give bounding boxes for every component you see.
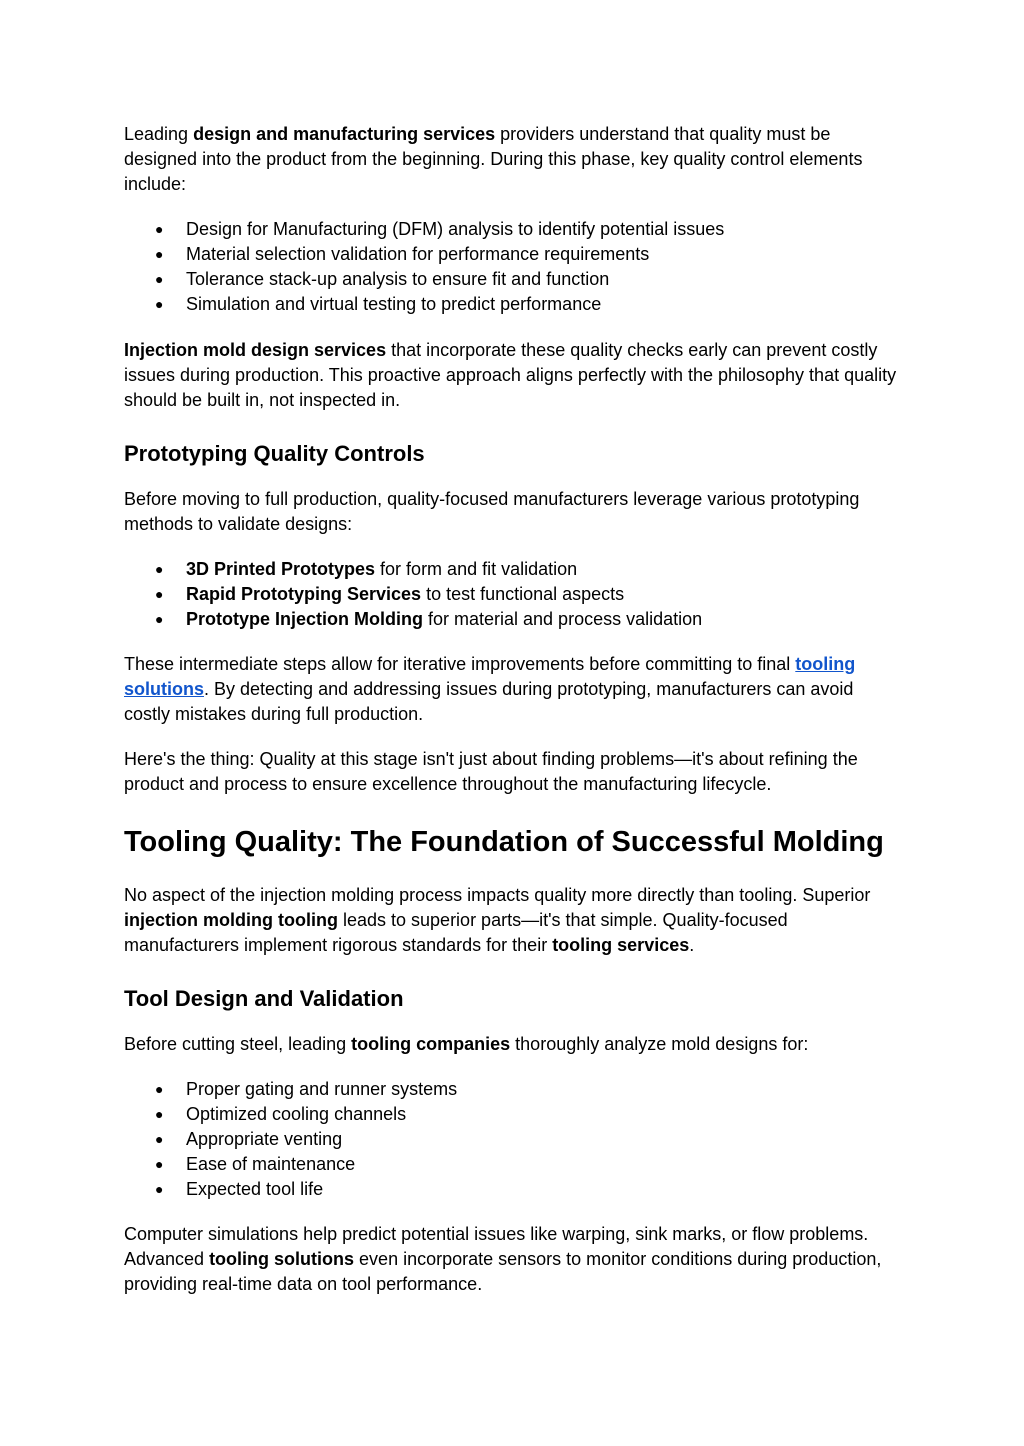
bold-text: 3D Printed Prototypes xyxy=(186,559,376,579)
list-item xyxy=(124,1152,904,1177)
bullet-icon: ● xyxy=(155,296,164,312)
list-item xyxy=(124,267,904,292)
bold-text: Rapid Prototyping Services xyxy=(186,584,422,604)
list-item-text: Optimized cooling channels xyxy=(186,1104,407,1124)
bold-text: Prototype Injection Molding xyxy=(186,609,423,629)
prototyping-heading: Prototyping Quality Controls xyxy=(124,441,425,466)
tool-design-heading: Tool Design and Validation xyxy=(124,986,404,1011)
list-item-text: Design for Manufacturing (DFM) analysis to identify potential issues xyxy=(186,219,725,239)
list-item-text: Appropriate venting xyxy=(186,1129,343,1149)
quality-stage-paragraph: Here's the thing: Quality at this stage isn't just about finding problems—it's about refining the product and process to ensure excellence throughout the manufacturing lifecycle. xyxy=(124,749,858,794)
list-item xyxy=(124,1177,904,1202)
bold-text: Injection mold design services xyxy=(124,340,387,360)
bullet-icon: ● xyxy=(155,246,164,262)
text-run: . By detecting and addressing issues during prototyping, manufacturers can avoid costly mistakes during full production. xyxy=(124,679,854,724)
bold-text: injection molding tooling xyxy=(124,910,338,930)
intermediate-steps-paragraph xyxy=(124,652,904,727)
list-item-text: to test functional aspects xyxy=(421,584,625,604)
bold-text: tooling companies xyxy=(351,1034,511,1054)
bold-text: design and manufacturing services xyxy=(193,124,496,144)
bullet-icon: ● xyxy=(155,586,164,602)
list-item xyxy=(124,582,904,607)
bullet-icon: ● xyxy=(155,1081,164,1097)
bullet-icon: ● xyxy=(155,1181,164,1197)
bullet-icon: ● xyxy=(155,221,164,237)
mold-design-paragraph xyxy=(124,338,904,413)
intro-paragraph xyxy=(124,122,904,197)
design-quality-list xyxy=(124,217,904,317)
text-run: Leading xyxy=(124,124,194,144)
mold-analysis-list xyxy=(124,1077,904,1202)
bullet-icon: ● xyxy=(155,561,164,577)
list-item xyxy=(124,607,904,632)
list-item xyxy=(124,1127,904,1152)
text-run: These intermediate steps allow for iterative improvements before committing to final xyxy=(124,654,796,674)
text-run: leads to superior parts—it's that simple. Quality-focused manufacturers implement rigorous standards for their xyxy=(124,910,788,955)
text-run: even incorporate sensors to monitor conditions during production, providing real-time data on tool performance. xyxy=(124,1249,882,1294)
list-item xyxy=(124,242,904,267)
list-item-text: Tolerance stack-up analysis to ensure fit and function xyxy=(186,269,610,289)
bullet-icon: ● xyxy=(155,1156,164,1172)
tool-design-intro-paragraph xyxy=(124,1032,904,1057)
tooling-quality-heading: Tooling Quality: The Foundation of Successful Molding xyxy=(124,826,884,858)
bullet-icon: ● xyxy=(155,1131,164,1147)
text-run: that incorporate these quality checks early can prevent costly issues during production. This proactive approach aligns perfectly with the philosophy that quality should be built in, not inspected in. xyxy=(124,340,897,410)
document-page xyxy=(124,122,904,1297)
list-item-text: Ease of maintenance xyxy=(186,1154,356,1174)
list-item xyxy=(124,217,904,242)
text-run: Before cutting steel, leading xyxy=(124,1034,352,1054)
list-item xyxy=(124,1102,904,1127)
list-item xyxy=(124,292,904,317)
list-item-text: for material and process validation xyxy=(423,609,703,629)
list-item-text: Expected tool life xyxy=(186,1179,324,1199)
simulation-paragraph xyxy=(124,1222,904,1297)
tooling-solutions-link[interactable]: tooling solutions xyxy=(124,654,856,699)
text-run: Computer simulations help predict potential issues like warping, sink marks, or flow problems. Advanced xyxy=(124,1224,869,1269)
tooling-intro-paragraph xyxy=(124,883,904,958)
text-run: providers understand that quality must be designed into the product from the beginning. During this phase, key quality control elements include: xyxy=(124,124,863,194)
list-item-text: Material selection validation for performance requirements xyxy=(186,244,650,264)
list-item xyxy=(124,557,904,582)
list-item-text: for form and fit validation xyxy=(375,559,578,579)
list-item-text: Proper gating and runner systems xyxy=(186,1079,458,1099)
bullet-icon: ● xyxy=(155,1106,164,1122)
text-run: . xyxy=(689,935,695,955)
list-item xyxy=(124,1077,904,1102)
list-item-text: Simulation and virtual testing to predict performance xyxy=(186,294,602,314)
text-run: thoroughly analyze mold designs for: xyxy=(510,1034,809,1054)
bold-text: tooling services xyxy=(552,935,690,955)
bold-text: tooling solutions xyxy=(209,1249,355,1269)
prototyping-list xyxy=(124,557,904,632)
bullet-icon: ● xyxy=(155,271,164,287)
prototyping-intro-paragraph: Before moving to full production, quality-focused manufacturers leverage various prototyping methods to validate designs: xyxy=(124,489,860,534)
text-run: No aspect of the injection molding process impacts quality more directly than tooling. Superior xyxy=(124,885,871,905)
bullet-icon: ● xyxy=(155,611,164,627)
